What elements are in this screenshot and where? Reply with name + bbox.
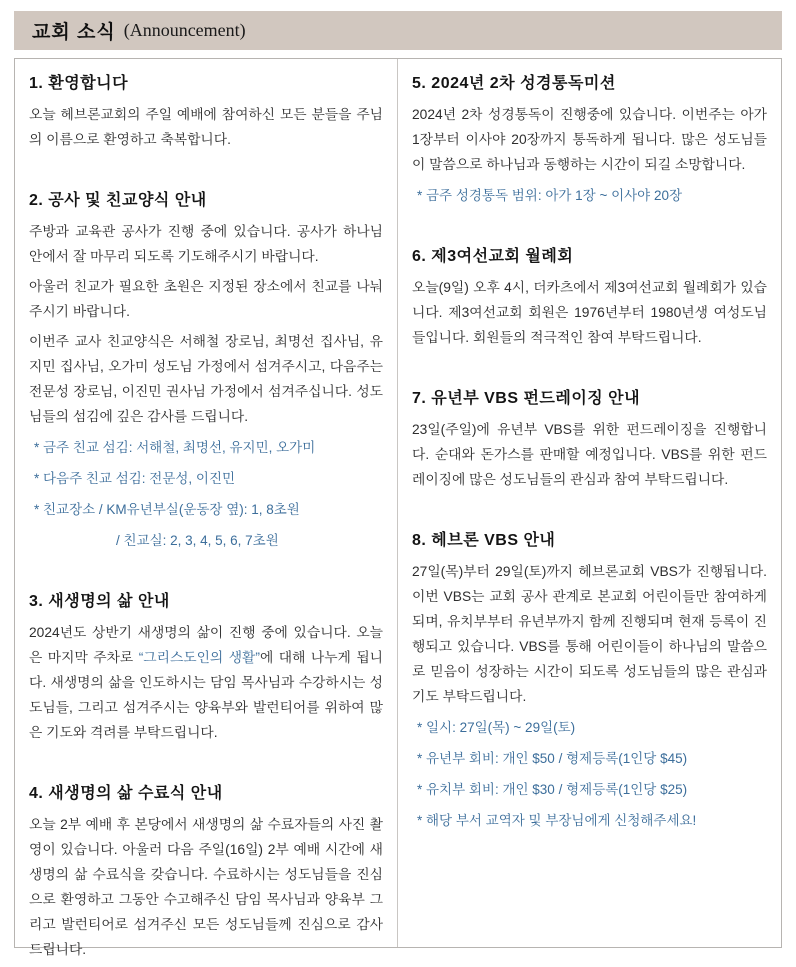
- note-line: * 금주 성경통독 범위: 아가 1장 ~ 이사야 20장: [417, 188, 683, 203]
- section-paragraph: 주방과 교육관 공사가 진행 중에 있습니다. 공사가 하나님 안에서 잘 마무리 되도록 기도해주시기 바랍니다.: [29, 224, 383, 264]
- section-paragraph: 오늘(9일) 오후 4시, 더카츠에서 제3여선교회 월례회가 있습니다. 제3여선교회 회원은 1976년부터 1980년생 여성도님들입니다. 회원들의 적극적인 참여 부탁드립니다.: [412, 280, 767, 345]
- section-title: 1. 환영합니다: [29, 75, 129, 92]
- highlighted-quote: “그리스도인의 생활”: [138, 650, 260, 665]
- section-vbs-fundraising: [412, 385, 767, 492]
- section-new-life-graduation: [29, 780, 383, 962]
- page-title-english: (Announcement): [123, 20, 246, 40]
- section-title: 6. 제3여선교회 월례회: [412, 248, 574, 265]
- section-paragraph: 27일(목)부터 29일(토)까지 헤브론교회 VBS가 진행됩니다. 이번 VBS는 교회 공사 관계로 본교회 어린이들만 참여하게 되며, 유치부부터 유년부까지 함께 진행되며 현재 등록이 진행되고 있습니다. VBS를 통해 어린이들이 하나님의 말씀으로 믿음이 성장하는 시간이 되도록 성도님들의 많은 관심과 기도 부탁드립니다.: [412, 564, 767, 704]
- note-line: * 친교장소 / KM유년부실(운동장 옆): 1, 8초원: [34, 502, 300, 517]
- announcement-content-box: [14, 58, 782, 957]
- note-line: * 해당 부서 교역자 및 부장님에게 신청해주세요!: [417, 813, 697, 828]
- page-title-korean: 교회 소식: [32, 22, 116, 43]
- section-title: 3. 새생명의 삶 안내: [29, 593, 170, 610]
- section-paragraph: 2024년 2차 성경통독이 진행중에 있습니다. 이번주는 아가 1장부터 이사야 20장까지 통독하게 됩니다. 많은 성도님들이 말씀으로 하나님과 동행하는 시간이 되길 소망합니다.: [412, 107, 767, 172]
- section-paragraph: 아울러 친교가 필요한 초원은 지정된 장소에서 친교를 나눠주시기 바랍니다.: [29, 279, 383, 319]
- section-womens-mission-meeting: [412, 243, 767, 350]
- section-new-life-class: [29, 588, 383, 745]
- paragraph-segment: 에 대해 나누게 됩니다. 새생명의 삶을 인도하시는 담임 목사님과 수강하시는 성도님들, 그리고 섬겨주시는 양육부와 발런티어를 위하여 많은 기도와 격려를 부탁드립니다.: [29, 650, 384, 740]
- note-line: * 일시: 27일(목) ~ 29일(토): [417, 720, 576, 735]
- note-line: * 다음주 친교 섬김: 전문성, 이진민: [34, 471, 236, 486]
- note-line-continuation: / 친교실: 2, 3, 4, 5, 6, 7초원: [116, 533, 279, 548]
- section-title: 5. 2024년 2차 성경통독미션: [412, 75, 616, 92]
- note-line: * 금주 친교 섬김: 서해철, 최명선, 유지민, 오가미: [34, 440, 316, 455]
- section-paragraph: 23일(주일)에 유년부 VBS를 위한 펀드레이징을 진행합니다. 순대와 돈가스를 판매할 예정입니다. VBS를 위한 펀드레이징에 많은 성도님들의 관심과 참여 부탁드립니다.: [412, 422, 767, 487]
- left-column: [15, 59, 398, 957]
- section-hebron-vbs: [412, 527, 767, 833]
- section-paragraph: [29, 620, 383, 745]
- section-bible-reading-mission: [412, 70, 767, 208]
- page-title-band: [14, 11, 782, 50]
- section-paragraph: 이번주 교사 친교양식은 서해철 장로님, 최명선 집사님, 유지민 집사님, 오가미 성도님 가정에서 섬겨주시고, 다음주는 전문성 장로님, 이진민 권사님 가정에서 섬겨주십니다. 성도님들의 섬김에 깊은 감사를 드립니다.: [29, 334, 383, 424]
- section-paragraph: 오늘 2부 예배 후 본당에서 새생명의 삶 수료자들의 사진 촬영이 있습니다. 아울러 다음 주일(16일) 2부 예배 시간에 새생명의 삶 수료식을 갖습니다. 수료하시는 성도님들을 진심으로 환영하고 그동안 수고해주신 담임 목사님과 양육부 그리고 발런티어로 섬겨주신 모든 성도님들께 진심으로 감사드립니다.: [29, 817, 383, 957]
- section-title: 7. 유년부 VBS 펀드레이징 안내: [412, 390, 641, 407]
- section-title: 8. 헤브론 VBS 안내: [412, 532, 556, 549]
- section-welcome: [29, 70, 383, 152]
- note-line: * 유치부 회비: 개인 $30 / 형제등록(1인당 $25): [417, 782, 688, 797]
- section-title: 2. 공사 및 친교양식 안내: [29, 192, 207, 209]
- paragraph-segment: 2024년도 상반기 새생명의 삶이 진행 중에 있습니다. 오늘은 마지막 주차로: [29, 625, 383, 665]
- section-paragraph: 오늘 헤브론교회의 주일 예배에 참여하신 모든 분들을 주님의 이름으로 환영하고 축복합니다.: [29, 107, 383, 147]
- section-construction-fellowship: [29, 187, 383, 553]
- right-column: [398, 59, 781, 947]
- section-title: 4. 새생명의 삶 수료식 안내: [29, 785, 223, 802]
- note-line: * 유년부 회비: 개인 $50 / 형제등록(1인당 $45): [417, 751, 688, 766]
